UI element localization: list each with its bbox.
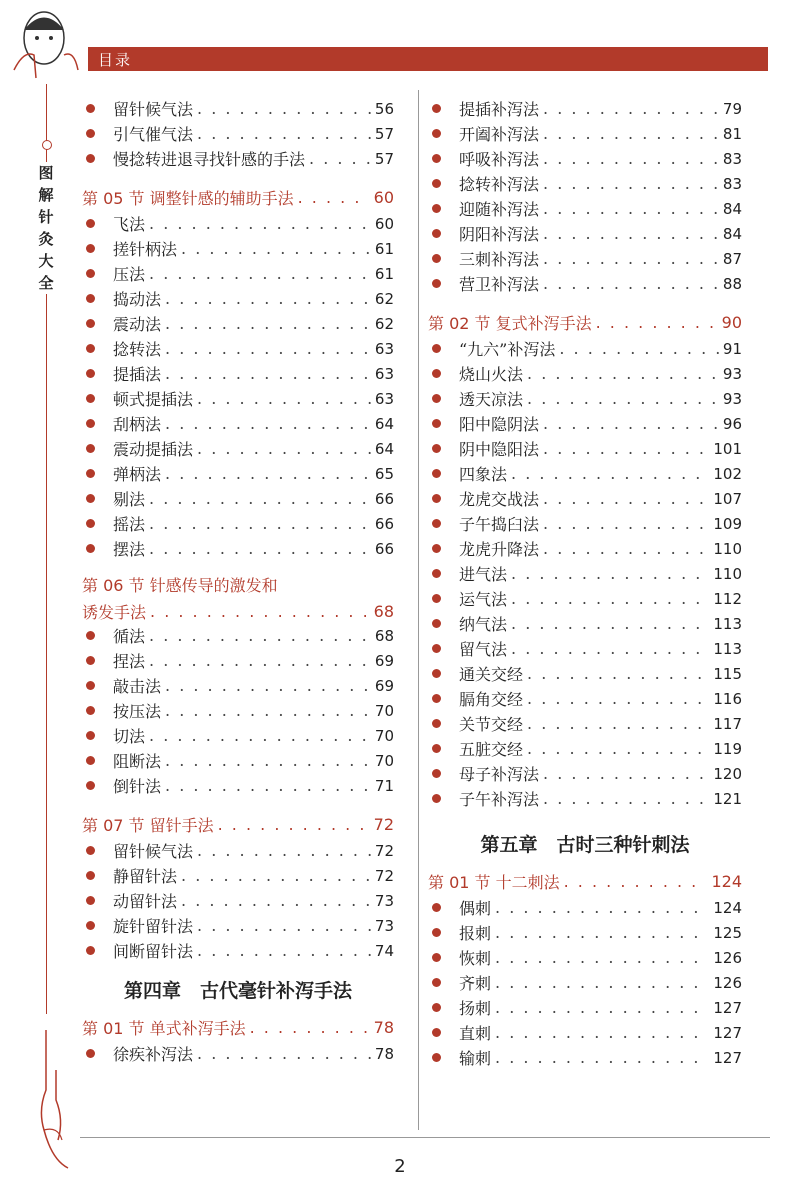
bullet-icon (432, 279, 441, 288)
entry-page: 65 (374, 464, 394, 483)
bullet-icon (432, 644, 441, 653)
entry-label: 间断留针法 (113, 942, 194, 961)
toc-entry[interactable] (82, 536, 394, 561)
entry-page: 73 (374, 916, 394, 935)
toc-entry[interactable] (428, 436, 742, 461)
entry-page: 63 (374, 364, 394, 383)
bullet-icon (432, 419, 441, 428)
toc-entry[interactable] (82, 698, 394, 723)
toc-entry[interactable] (428, 586, 742, 611)
entry-label: 恢刺 (459, 949, 492, 968)
entry-label: 呼吸补泻法 (459, 150, 540, 169)
bullet-icon (432, 928, 441, 937)
entry-page: 112 (713, 589, 742, 608)
entry-page: 57 (374, 124, 394, 143)
toc-entry[interactable] (428, 920, 742, 945)
section-title: 第 01 节 单式补泻手法 (82, 1018, 246, 1038)
column-divider (418, 90, 419, 1130)
section-heading[interactable] (428, 308, 742, 336)
entry-page: 66 (374, 539, 394, 558)
entry-page: 119 (713, 739, 742, 758)
bullet-icon (432, 569, 441, 578)
section-title: 第 07 节 留针手法 (82, 815, 214, 835)
bullet-icon (432, 594, 441, 603)
entry-label: 摆法 (113, 540, 146, 559)
entry-label: 摇法 (113, 515, 146, 534)
toc-entry[interactable] (82, 361, 394, 386)
entry-label: 子午补泻法 (459, 790, 540, 809)
bullet-icon (86, 544, 95, 553)
toc-entry[interactable] (428, 636, 742, 661)
entry-label: 旋针留针法 (113, 917, 194, 936)
entry-label: 纳气法 (459, 615, 508, 634)
bullet-icon (432, 129, 441, 138)
toc-entry[interactable] (82, 1041, 394, 1066)
bullet-icon (86, 519, 95, 528)
section-heading[interactable] (82, 810, 394, 838)
bullet-icon (86, 444, 95, 453)
toc-entry[interactable] (82, 723, 394, 748)
entry-label: 切法 (113, 727, 146, 746)
section-page: 90 (721, 312, 742, 332)
entry-page: 60 (374, 214, 394, 233)
toc-entry[interactable] (82, 411, 394, 436)
entry-page: 116 (713, 689, 742, 708)
entry-page: 117 (713, 714, 742, 733)
entry-label: 直刺 (459, 1024, 492, 1043)
entry-label: 留气法 (459, 640, 508, 659)
entry-page: 93 (722, 389, 742, 408)
bullet-icon (432, 744, 441, 753)
toc-entry[interactable] (428, 386, 742, 411)
toc-entry[interactable] (428, 411, 742, 436)
toc-entry[interactable] (428, 146, 742, 171)
section-page: 68 (373, 601, 394, 621)
entry-label: 营卫补泻法 (459, 275, 540, 294)
entry-label: 齐刺 (459, 974, 492, 993)
entry-label: 膈角交经 (459, 690, 524, 709)
toc-entry[interactable] (428, 711, 742, 736)
entry-label: 动留针法 (113, 892, 178, 911)
bullet-icon (86, 154, 95, 163)
entry-page: 68 (374, 626, 394, 645)
bullet-icon (432, 1003, 441, 1012)
entry-label: 通关交经 (459, 665, 524, 684)
entry-label: 引气催气法 (113, 125, 194, 144)
entry-label: 刮柄法 (113, 415, 162, 434)
entry-page: 110 (713, 564, 742, 583)
bullet-icon (86, 469, 95, 478)
entry-page: 115 (713, 664, 742, 683)
entry-label: 母子补泻法 (459, 765, 540, 784)
bullet-icon (86, 871, 95, 880)
toc-entry[interactable] (82, 486, 394, 511)
toc-entry[interactable] (82, 673, 394, 698)
bullet-icon (86, 706, 95, 715)
entry-label: 慢捻转进退寻找针感的手法 (113, 150, 306, 169)
page-number: 2 (394, 1156, 406, 1177)
toc-entry[interactable] (82, 436, 394, 461)
bullet-icon (86, 681, 95, 690)
entry-page: 64 (374, 414, 394, 433)
bullet-icon (432, 229, 441, 238)
toc-entry[interactable] (82, 121, 394, 146)
entry-page: 125 (713, 923, 742, 942)
entry-page: 107 (713, 489, 742, 508)
entry-label: 偶刺 (459, 899, 492, 918)
entry-label: 敲击法 (113, 677, 162, 696)
section-heading[interactable] (82, 599, 394, 623)
section-page: 78 (373, 1017, 394, 1037)
toc-entry[interactable] (82, 146, 394, 171)
entry-page: 63 (374, 389, 394, 408)
acupuncture-figure-icon (4, 0, 88, 80)
entry-page: 124 (713, 898, 742, 917)
toc-entry[interactable] (428, 536, 742, 561)
section-title: 第 02 节 复式补泻手法 (428, 313, 592, 333)
toc-right-column (428, 96, 742, 1070)
toc-entry[interactable] (82, 511, 394, 536)
entry-page: 84 (722, 224, 742, 243)
bullet-icon (432, 204, 441, 213)
bullet-icon (432, 394, 441, 403)
bullet-icon (432, 154, 441, 163)
bullet-icon (432, 719, 441, 728)
entry-label: 震动法 (113, 315, 162, 334)
bullet-icon (86, 369, 95, 378)
bullet-icon (432, 254, 441, 263)
bullet-icon (432, 953, 441, 962)
toc-entry[interactable] (428, 1045, 742, 1070)
entry-label: 捣动法 (113, 290, 162, 309)
entry-page: 127 (713, 1048, 742, 1067)
section-title: 诱发手法 (82, 602, 147, 622)
toc-entry[interactable] (82, 261, 394, 286)
toc-entry[interactable] (428, 271, 742, 296)
bullet-icon (86, 319, 95, 328)
bullet-icon (432, 1053, 441, 1062)
bullet-icon (432, 494, 441, 503)
toc-entry[interactable] (428, 945, 742, 970)
entry-page: 84 (722, 199, 742, 218)
entry-page: 61 (374, 264, 394, 283)
header-title: 目录 (98, 51, 133, 69)
toc-entry[interactable] (428, 686, 742, 711)
entry-page: 127 (713, 1023, 742, 1042)
entry-page: 113 (713, 639, 742, 658)
bullet-icon (86, 731, 95, 740)
bullet-icon (86, 294, 95, 303)
chapter-heading[interactable]: 第五章 古时三种针刺法 (480, 834, 690, 856)
header-bar (88, 47, 768, 71)
section-page: 60 (373, 187, 394, 207)
entry-page: 109 (713, 514, 742, 533)
toc-entry[interactable] (82, 913, 394, 938)
entry-label: 捻转补泻法 (459, 175, 540, 194)
bullet-icon (86, 896, 95, 905)
bullet-icon (432, 344, 441, 353)
toc-entry[interactable] (428, 196, 742, 221)
bullet-icon (86, 244, 95, 253)
bullet-icon (432, 903, 441, 912)
toc-entry[interactable] (82, 773, 394, 798)
bullet-icon (86, 394, 95, 403)
bullet-icon (432, 544, 441, 553)
bullet-icon (432, 619, 441, 628)
entry-page: 63 (374, 339, 394, 358)
toc-entry[interactable] (428, 561, 742, 586)
entry-page: 83 (722, 174, 742, 193)
toc-left-column (82, 96, 394, 1066)
toc-entry[interactable] (428, 461, 742, 486)
bullet-icon (86, 756, 95, 765)
entry-label: 三刺补泻法 (459, 250, 540, 269)
toc-entry[interactable] (428, 486, 742, 511)
entry-page: 69 (374, 676, 394, 695)
bullet-icon (432, 444, 441, 453)
entry-page: 66 (374, 514, 394, 533)
bullet-icon (86, 344, 95, 353)
entry-label: 阳中隐阴法 (459, 415, 540, 434)
entry-label: 提插法 (113, 365, 162, 384)
entry-page: 102 (713, 464, 742, 483)
toc-entry[interactable] (82, 623, 394, 648)
entry-label: 龙虎升降法 (459, 540, 540, 559)
entry-label: 倒针法 (113, 777, 162, 796)
toc-entry[interactable] (82, 838, 394, 863)
entry-page: 70 (374, 701, 394, 720)
bullet-icon (86, 1049, 95, 1058)
bullet-icon (432, 1028, 441, 1037)
bullet-icon (86, 104, 95, 113)
bullet-icon (86, 129, 95, 138)
entry-label: 进气法 (459, 565, 508, 584)
section-heading[interactable] (428, 867, 742, 895)
toc-entry[interactable] (82, 938, 394, 963)
toc-entry[interactable] (82, 748, 394, 773)
toc-entry[interactable] (428, 221, 742, 246)
entry-page: 56 (374, 99, 394, 118)
entry-label: 迎随补泻法 (459, 200, 540, 219)
entry-page: 87 (722, 249, 742, 268)
toc-entry[interactable] (82, 336, 394, 361)
entry-label: 飞法 (113, 215, 146, 234)
toc-entry[interactable] (82, 888, 394, 913)
toc-entry[interactable] (82, 211, 394, 236)
toc-entry[interactable] (428, 246, 742, 271)
entry-label: 静留针法 (113, 867, 178, 886)
bullet-icon (86, 781, 95, 790)
entry-label: 五脏交经 (459, 740, 524, 759)
entry-label: 运气法 (459, 590, 508, 609)
toc-entry[interactable] (428, 995, 742, 1020)
entry-page: 74 (374, 941, 394, 960)
toc-entry[interactable] (428, 661, 742, 686)
entry-label: 捏法 (113, 652, 146, 671)
entry-page: 79 (722, 99, 742, 118)
bullet-icon (432, 179, 441, 188)
entry-page: 121 (713, 789, 742, 808)
entry-label: 按压法 (113, 702, 162, 721)
entry-label: 循法 (113, 627, 146, 646)
toc-entry[interactable] (428, 786, 742, 811)
entry-page: 83 (722, 149, 742, 168)
entry-page: 62 (374, 314, 394, 333)
bullet-icon (86, 494, 95, 503)
toc-entry[interactable] (428, 611, 742, 636)
section-title: 第 01 节 十二刺法 (428, 872, 560, 892)
entry-page: 72 (374, 841, 394, 860)
book-title-vertical: 图解针灸大全 (36, 162, 56, 294)
toc-entry[interactable] (82, 863, 394, 888)
entry-label: 提插补泻法 (459, 100, 540, 119)
bullet-icon (432, 694, 441, 703)
bullet-icon (432, 519, 441, 528)
bullet-icon (86, 419, 95, 428)
bullet-icon (432, 794, 441, 803)
entry-label: 报刺 (459, 924, 492, 943)
entry-page: 78 (374, 1044, 394, 1063)
entry-page: 110 (713, 539, 742, 558)
toc-entry[interactable] (428, 511, 742, 536)
bullet-icon (86, 656, 95, 665)
entry-page: 81 (722, 124, 742, 143)
entry-label: 捻转法 (113, 340, 162, 359)
entry-page: 70 (374, 751, 394, 770)
entry-page: 64 (374, 439, 394, 458)
entry-page: 66 (374, 489, 394, 508)
entry-label: 输刺 (459, 1049, 492, 1068)
entry-page: 126 (713, 948, 742, 967)
toc-entry[interactable] (428, 761, 742, 786)
entry-label: 剔法 (113, 490, 146, 509)
section-heading[interactable] (82, 183, 394, 211)
entry-label: 扬刺 (459, 999, 492, 1018)
toc-entry[interactable] (428, 361, 742, 386)
toc-entry[interactable] (428, 970, 742, 995)
toc-entry[interactable] (428, 336, 742, 361)
toc-entry[interactable] (428, 171, 742, 196)
toc-entry[interactable] (82, 96, 394, 121)
toc-entry[interactable] (82, 311, 394, 336)
entry-label: 压法 (113, 265, 146, 284)
entry-label: 留针候气法 (113, 100, 194, 119)
bullet-icon (432, 769, 441, 778)
bullet-icon (86, 846, 95, 855)
bullet-icon (432, 669, 441, 678)
chapter-heading[interactable]: 第四章 古代毫针补泻手法 (123, 980, 352, 1002)
toc-entry[interactable] (428, 121, 742, 146)
entry-label: 阴中隐阳法 (459, 440, 540, 459)
entry-label: 弹柄法 (113, 465, 162, 484)
toc-entry[interactable] (428, 736, 742, 761)
hand-illustration-icon (28, 1030, 88, 1170)
entry-page: 72 (374, 866, 394, 885)
entry-label: 关节交经 (459, 715, 524, 734)
section-heading[interactable] (82, 1013, 394, 1041)
section-page: 124 (711, 871, 742, 891)
bullet-icon (86, 269, 95, 278)
entry-label: 留针候气法 (113, 842, 194, 861)
entry-page: 113 (713, 614, 742, 633)
bullet-icon (432, 978, 441, 987)
entry-page: 61 (374, 239, 394, 258)
entry-label: 龙虎交战法 (459, 490, 540, 509)
entry-page: 57 (374, 149, 394, 168)
entry-page: 62 (374, 289, 394, 308)
bullet-icon (86, 219, 95, 228)
entry-label: 搓针柄法 (113, 240, 178, 259)
entry-page: 88 (722, 274, 742, 293)
bullet-icon (432, 469, 441, 478)
section-heading-line1[interactable]: 第 06 节 针感传导的激发和 (82, 576, 278, 595)
entry-page: 73 (374, 891, 394, 910)
section-page: 72 (373, 814, 394, 834)
toc-entry[interactable] (428, 96, 742, 121)
entry-page: 120 (713, 764, 742, 783)
entry-page: 101 (713, 439, 742, 458)
entry-page: 69 (374, 651, 394, 670)
bullet-icon (86, 631, 95, 640)
entry-page: 96 (722, 414, 742, 433)
toc-entry[interactable] (82, 648, 394, 673)
bullet-icon (86, 921, 95, 930)
bullet-icon (86, 946, 95, 955)
footer-rule (80, 1137, 770, 1138)
entry-label: 四象法 (459, 465, 508, 484)
entry-label: 子午捣臼法 (459, 515, 540, 534)
entry-label: 震动提插法 (113, 440, 194, 459)
entry-page: 70 (374, 726, 394, 745)
toc-entry[interactable] (428, 1020, 742, 1045)
bullet-icon (432, 104, 441, 113)
toc-entry[interactable] (82, 286, 394, 311)
bullet-icon (432, 369, 441, 378)
section-title: 第 05 节 调整针感的辅助手法 (82, 188, 294, 208)
entry-label: 顿式提插法 (113, 390, 194, 409)
toc-entry[interactable] (82, 236, 394, 261)
entry-label: 开阖补泻法 (459, 125, 540, 144)
side-decor-dot (42, 140, 52, 150)
entry-page: 71 (374, 776, 394, 795)
entry-label: “九六”补泻法 (459, 340, 556, 359)
entry-page: 91 (722, 339, 742, 358)
entry-page: 126 (713, 973, 742, 992)
toc-entry[interactable] (428, 895, 742, 920)
entry-label: 烧山火法 (459, 365, 524, 384)
entry-page: 93 (722, 364, 742, 383)
entry-label: 透天凉法 (459, 390, 524, 409)
toc-entry[interactable] (82, 386, 394, 411)
entry-page: 127 (713, 998, 742, 1017)
entry-label: 阴阳补泻法 (459, 225, 540, 244)
entry-label: 徐疾补泻法 (113, 1045, 194, 1064)
toc-entry[interactable] (82, 461, 394, 486)
entry-label: 阻断法 (113, 752, 162, 771)
